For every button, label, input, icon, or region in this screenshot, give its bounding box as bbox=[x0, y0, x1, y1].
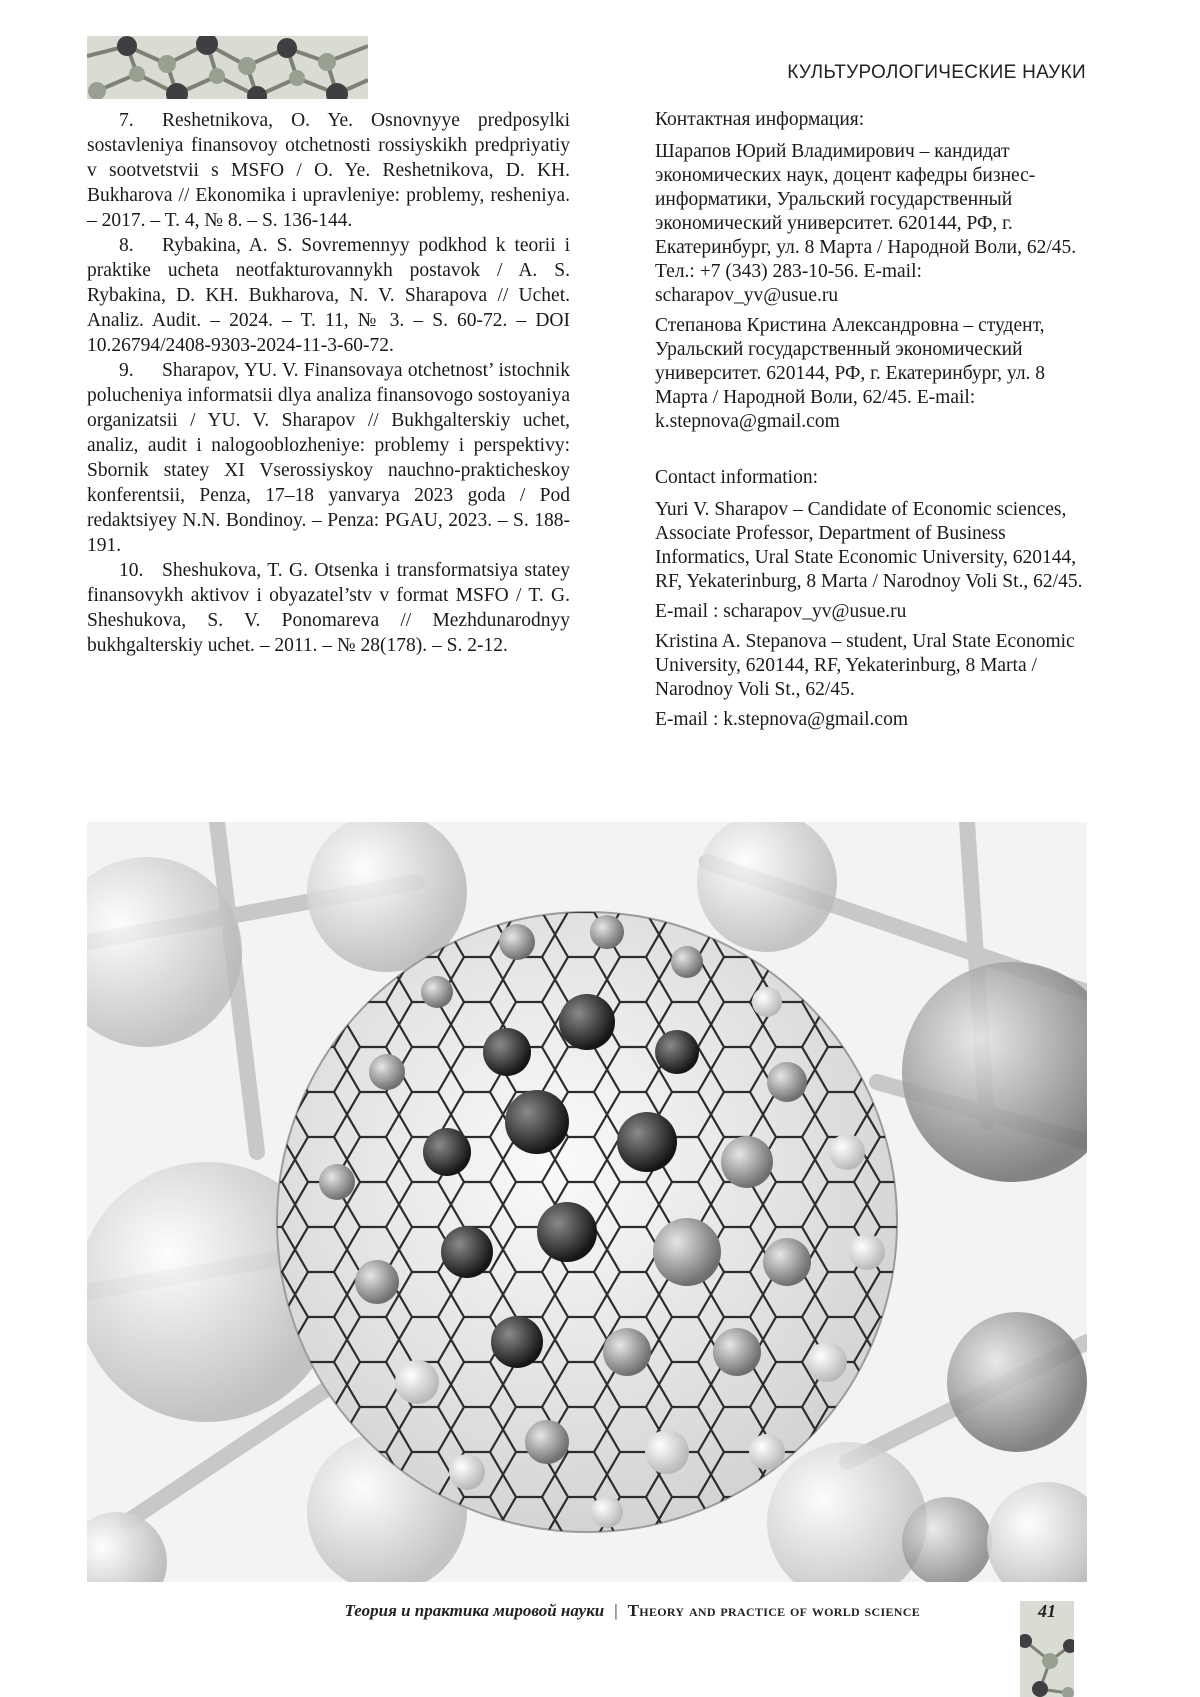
contact-info bbox=[655, 108, 1095, 738]
contact-heading-en: Contact information: bbox=[655, 467, 819, 488]
author2-ru: Степанова Кристина Александровна – студент, Уральский государственный экономический университет. 620144, РФ, г. Екатеринбург, ул. 8 Марта / Народной Воли, 62/45. E-mail: k.stepnova@gmail.com bbox=[655, 315, 1046, 432]
reference-text: Rybakina, A. S. Sovremennyy podkhod k teorii i praktike ucheta neotfakturovannykh postavok / A. S. Rybakina, D. KH. Bukharova, N. V. Sharapova // Uchet. Analiz. Audit. – 2024. – T. 11, № 3. – S. 60-72. – DOI 10.26794/2408-9303-2024-11-3-60-72. bbox=[87, 235, 570, 356]
reference-text: Sharapov, YU. V. Finansovaya otchetnost’ istochnik polucheniya informatsii dlya analiza finansovogo sostoyaniya organizatsii / YU. V. Sharapov // Bukhgalterskiy uchet, analiz, audit i nalogooblozheniye: problemy i perspektivy: Sbornik statey XI Vserossiyskoy nauchno-prakticheskoy konferentsii, Penza, 17–18 yanvarya 2023 goda / Pod redaktsiyey N.N. Bondinoy. – Penza: PGAU, 2023. – S. 188-191. bbox=[87, 360, 570, 556]
journal-footer bbox=[200, 1601, 920, 1621]
author2-en: Kristina A. Stepanova – student, Ural State Economic University, 620144, RF, Yekaterinburg, 8 Marta / Narodnoy Voli St., 62/45. bbox=[655, 631, 1075, 700]
reference-list bbox=[87, 108, 570, 658]
author1-en: Yuri V. Sharapov – Candidate of Economic sciences, Associate Professor, Department of Business Informatics, Ural State Economic University, 620144, RF, Yekaterinburg, 8 Marta / Narodnoy Voli St., 62/45. bbox=[655, 499, 1083, 592]
author1-ru: Шарапов Юрий Владимирович – кандидат экономических наук, доцент кафедры бизнес-информатики, Уральский государственный экономический университет. 620144, РФ, г. Екатеринбург, ул. 8 Марта / Народной Воли, 62/45. Тел.: +7 (343) 283-10-56. E-mail: scharapov_yv@usue.ru bbox=[655, 141, 1077, 306]
molecule-banner-image bbox=[87, 36, 368, 99]
reference-text: Reshetnikova, O. Ye. Osnovnyye predposylki sostavleniya finansovoy otchetnosti rossiyskikh predpriyatiy v sootvetstvii s MSFO / O. Ye. Reshetnikova, D. KH. Bukharova // Ekonomika i upravleniye: problemy, resheniya. – 2017. – T. 4, № 8. – S. 136-144. bbox=[87, 110, 570, 231]
author2-email: E-mail : k.stepnova@gmail.com bbox=[655, 709, 908, 730]
footer-separator: | bbox=[614, 1601, 618, 1620]
author1-email: E-mail : scharapov_yv@usue.ru bbox=[655, 601, 907, 622]
page-number: 41 bbox=[1038, 1601, 1056, 1621]
reference-number: 9. bbox=[119, 360, 134, 381]
reference-text: Sheshukova, T. G. Otsenka i transformatsiya statey finansovykh aktivov i obyazatel’stv v format MSFO / T. G. Sheshukova, S. V. Ponomareva // Mezhdunarodnyy bukhgalterskiy uchet. – 2011. – № 28(178). – S. 2-12. bbox=[87, 560, 570, 656]
reference-number: 7. bbox=[119, 110, 134, 131]
reference-item bbox=[87, 358, 570, 558]
page-number-tab bbox=[1020, 1601, 1074, 1697]
journal-title-ru: Теория и практика мировой науки bbox=[344, 1601, 605, 1620]
fullerene-image bbox=[87, 822, 1087, 1582]
journal-title-en: Theory and practice of world science bbox=[627, 1601, 920, 1620]
reference-item bbox=[87, 558, 570, 658]
molecular-sphere-illustration bbox=[87, 822, 1087, 1582]
section-spacer bbox=[655, 440, 1095, 466]
header-molecule-banner bbox=[87, 36, 368, 99]
reference-item bbox=[87, 108, 570, 233]
reference-item bbox=[87, 233, 570, 358]
reference-number: 10. bbox=[119, 560, 144, 581]
contact-heading-ru: Контактная информация: bbox=[655, 109, 865, 130]
section-title: КУЛЬТУРОЛОГИЧЕСКИЕ НАУКИ bbox=[787, 62, 1086, 83]
reference-number: 8. bbox=[119, 235, 134, 256]
